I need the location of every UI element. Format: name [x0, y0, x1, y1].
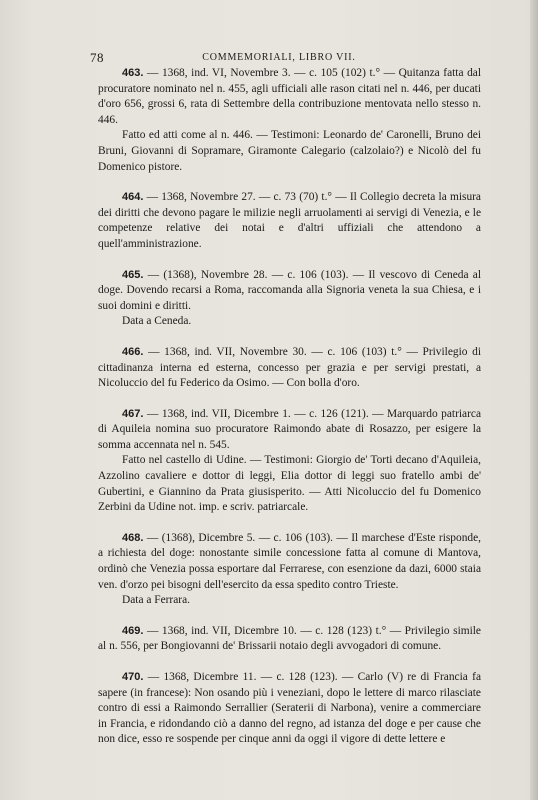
entry-paragraph [98, 314, 481, 330]
entry-paragraph [98, 531, 481, 593]
entry-number: 463. [122, 67, 144, 79]
entry-number: 466. [122, 345, 144, 358]
entry-number: 468. [122, 531, 144, 544]
entry-text: — 1368, ind. VII, Dicembre 1. — c. 126 (121). — Marquardo patriarca di Aquileia nomina suo procuratore Raimondo abate di Rosazzo, per esigere la somma accennata nel n. 545. [98, 407, 481, 451]
entry-text: — 1368, ind. VI, Novembre 3. — c. 105 (102) t.° — Quitanza fatta dal procuratore nominato nel n. 455, agli ufficiali alle rason citati nel n. 446, per ducati d'oro 656, grossi 6, rata di Settembre della contribuzione mentovata nello stesso n. 446. [98, 67, 481, 126]
entry-paragraph [98, 670, 481, 748]
entry-paragraph [98, 190, 481, 252]
entry-paragraph [98, 453, 481, 515]
entry-paragraph [98, 268, 481, 315]
entry-text: — 1368, ind. VII, Novembre 30. — c. 106 (103) t.° — Privilegio di cittadinanza interna ed esterna, concesso per grazia e per servigi prestati, a Nicoluccio del fu Federico da Osimo. — Con bolla d'oro. [98, 345, 481, 390]
entry-text: — 1368, Dicembre 11. — c. 128 (123). — Carlo (V) re di Francia fa sapere (in francese): Non osando più i veneziani, dopo le lettere di marco rilasciate contro di essi a Raimondo Serrallier (Seraterii di Narbona), venire a commerciare in Francia, e ridondando ciò a danno del regno, ad istanza del doge e per cause che non dice, esso re sospende per cinque anni da oggi il vigore di dette lettere e [98, 671, 481, 746]
entry-text: — (1368), Novembre 28. — c. 106 (103). — Il vescovo di Ceneda al doge. Dovendo recarsi a Roma, raccomanda alla Signoria veneta la sua Chiesa, e i suoi domini e diritti. [98, 268, 481, 312]
entry-465 [98, 268, 481, 330]
entry-text: — 1368, ind. VII, Dicembre 10. — c. 128 (123) t.° — Privilegio simile al n. 556, per Bongiovanni de' Brissarii notaio degli avvogadori di comune. [98, 624, 481, 653]
entry-number: 467. [122, 407, 144, 420]
entry-463 [98, 66, 481, 175]
entry-470 [98, 670, 481, 748]
page-body [98, 66, 481, 763]
entry-text: Data a Ceneda. [122, 315, 192, 328]
entry-number: 464. [122, 191, 144, 204]
entry-paragraph [98, 128, 481, 175]
entry-number: 469. [122, 624, 144, 637]
entry-469 [98, 624, 481, 655]
page-number: 78 [90, 50, 104, 65]
entry-paragraph [98, 345, 481, 392]
entry-467 [98, 407, 481, 516]
page-edge-shadow [530, 0, 538, 800]
page-header [90, 50, 468, 66]
running-head: COMMEMORIALI, LIBRO VII. [202, 52, 356, 63]
entry-number: 465. [122, 268, 144, 281]
entry-text: Fatto nel castello di Udine. — Testimoni: Giorgio de' Torti decano d'Aquileia, Azzolino cavaliere e dottor di leggi, Elia dottor di leggi suo fratello ambi de' Gubertini, e Giannino da Prata giusisperito. — Atti Nicoluccio del fu Domenico Zerbini da Udine not. imp. e scriv. patriarcale. [98, 454, 481, 514]
entry-466 [98, 345, 481, 392]
entry-text: Data a Ferrara. [122, 594, 190, 607]
entry-paragraph [98, 407, 481, 454]
entry-text: — (1368), Dicembre 5. — c. 106 (103). — Il marchese d'Este risponde, a richiesta del doge: nonostante simile concessione fatta al comune di Mantova, ordinò che Venezia possa esportare dal Ferrarese, con esenzione da dazi, 6000 staia ven. d'orzo pei bisogni dell'esercito da essa spedito contro Trieste. [98, 531, 481, 591]
entry-paragraph [98, 593, 481, 609]
entry-464 [98, 190, 481, 252]
entry-text: — 1368, Novembre 27. — c. 73 (70) t.° — Il Collegio decreta la misura dei diritti che devono pagare le milizie negli arruolamenti ai servigi di Venezia, e le competenze relative dei notai e d'altri uffiziali che attendono a quell'amministrazione. [98, 191, 481, 250]
entry-number: 470. [122, 671, 144, 683]
entry-468 [98, 531, 481, 609]
entry-text: Fatto ed atti come al n. 446. — Testimoni: Leonardo de' Caronelli, Bruno dei Bruni, Giovanni di Sopramare, Giramonte Calegario (calzolaio?) e Nicolò del fu Domenico pistore. [98, 129, 481, 173]
entry-paragraph [98, 66, 481, 128]
entry-paragraph [98, 624, 481, 655]
